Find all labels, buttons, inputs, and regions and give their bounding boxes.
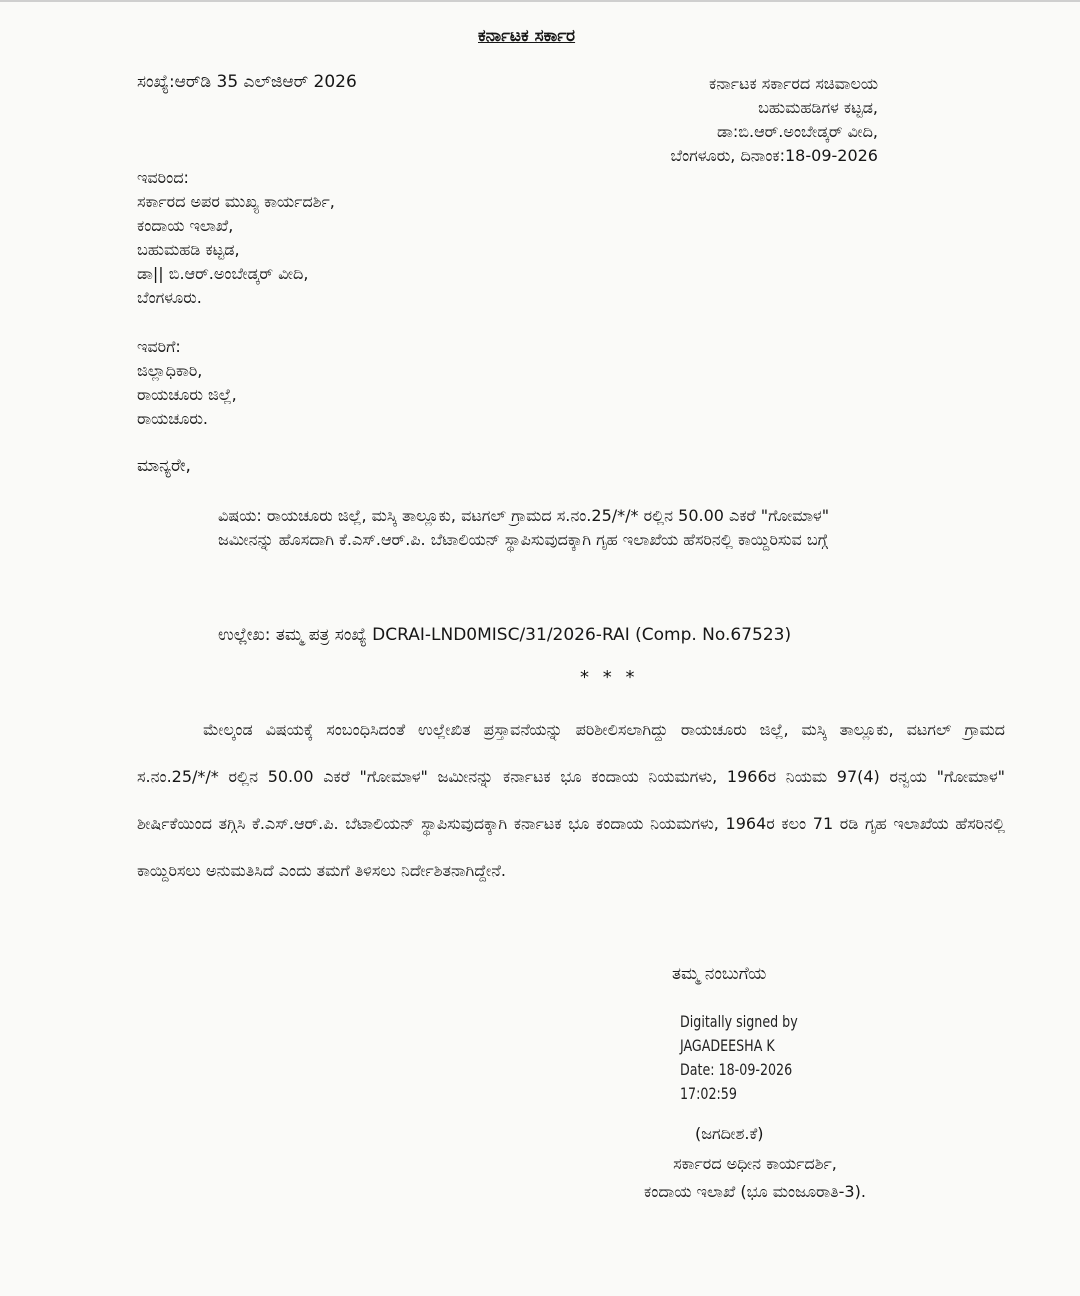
- from-line: ಸರ್ಕಾರದ ಅಪರ ಮುಖ್ಯ ಕಾರ್ಯದರ್ಶಿ,: [137, 192, 335, 211]
- reference-label: ಉಲ್ಲೇಖ:: [218, 625, 271, 645]
- sender-address-line: ಡಾ:ಬಿ.ಆರ್.ಅಂಬೇಡ್ಕರ್ ವೀದಿ,: [717, 122, 878, 141]
- signature-line: 17:02:59: [680, 1084, 737, 1103]
- to-line: ರಾಯಚೂರು.: [137, 409, 209, 428]
- subject-text: ರಾಯಚೂರು ಜಿಲ್ಲೆ, ಮಸ್ಕಿ ತಾಲ್ಲೂಕು, ವಟಗಲ್ ಗ್ರಾಮದ ಸ.ನಂ.25/*/* ರಲ್ಲಿನ 50.00 ಎಕರೆ "ಗೋಮಾಳ" ಜಮೀನನ್ನು ಹೊಸದಾಗಿ ಕೆ.ಎಸ್.ಆರ್.ಪಿ. ಬೆಟಾಲಿಯನ್ ಸ್ಥಾಪಿಸುವುದಕ್ಕಾಗಿ ಗೃಹ ಇಲಾಖೆಯ ಹೆಸರಿನಲ್ಲಿ ಕಾಯ್ದಿರಿಸುವ ಬಗ್ಗೆ: [218, 506, 830, 549]
- from-line: ಬೆಂಗಳೂರು.: [137, 288, 202, 307]
- signature-line: Date: 18-09-2026: [680, 1060, 793, 1079]
- reference-line: [218, 622, 883, 648]
- designation-line: ಕಂದಾಯ ಇಲಾಖೆ (ಭೂ ಮಂಜೂರಾತಿ-3).: [644, 1182, 866, 1201]
- closing-yours: ತಮ್ಮ ನಂಬುಗೆಯ: [672, 964, 767, 984]
- from-line: ಕಂದಾಯ ಇಲಾಖೆ,: [137, 216, 234, 235]
- reference-text: ತಮ್ಮ ಪತ್ರ ಸಂಖ್ಯೆ DCRAI-LND0MISC/31/2026-RAI (Comp. No.67523): [275, 625, 792, 645]
- digital-signature: [680, 1010, 798, 1106]
- government-title: ಕರ್ನಾಟಕ ಸರ್ಕಾರ: [478, 26, 576, 46]
- body-paragraph: ಮೇಲ್ಕಂಡ ವಿಷಯಕ್ಕೆ ಸಂಬಂಧಿಸಿದಂತೆ ಉಲ್ಲೇಖಿತ ಪ್ರಸ್ತಾವನೆಯನ್ನು ಪರಿಶೀಲಿಸಲಾಗಿದ್ದು ರಾಯಚೂರು ಜಿಲ್ಲೆ, ಮಸ್ಕಿ ತಾಲ್ಲೂಕು, ವಟಗಲ್ ಗ್ರಾಮದ ಸ.ನಂ.25/*/* ರಲ್ಲಿನ 50.00 ಎಕರೆ "ಗೋಮಾಳ" ಜಮೀನನ್ನು ಕರ್ನಾಟಕ ಭೂ ಕಂದಾಯ ನಿಯಮಗಳು, 1966ರ ನಿಯಮ 97(4) ರನ್ವಯ "ಗೋಮಾಳ" ಶೀರ್ಷಿಕೆಯಿಂದ ತಗ್ಗಿಸಿ ಕೆ.ಎಸ್.ಆರ್.ಪಿ. ಬೆಟಾಲಿಯನ್ ಸ್ಥಾಪಿಸುವುದಕ್ಕಾಗಿ ಕರ್ನಾಟಕ ಭೂ ಕಂದಾಯ ನಿಯಮಗಳು, 1964ರ ಕಲಂ 71 ರಡಿ ಗೃಹ ಇಲಾಖೆಯ ಹೆಸರಿನಲ್ಲಿ ಕಾಯ್ದಿರಿಸಲು ಅನುಮತಿಸಿದೆ ಎಂದು ತಮಗೆ ತಿಳಿಸಲು ನಿರ್ದೇಶಿತನಾಗಿದ್ದೇನೆ.: [137, 720, 1005, 880]
- to-line: ಜಿಲ್ಲಾಧಿಕಾರಿ,: [137, 361, 203, 380]
- from-label: ಇವರಿಂದ:: [137, 168, 189, 187]
- to-label: ಇವರಿಗೆ:: [137, 337, 181, 356]
- from-block: [137, 166, 335, 310]
- sender-address-line: ಕರ್ನಾಟಕ ಸರ್ಕಾರದ ಸಚಿವಾಲಯ: [709, 74, 878, 93]
- salutation: ಮಾನ್ಯರೇ,: [137, 456, 191, 476]
- sender-address-date: ಬೆಂಗಳೂರು, ದಿನಾಂಕ:18-09-2026: [670, 146, 878, 165]
- to-line: ರಾಯಚೂರು ಜಿಲ್ಲೆ,: [137, 385, 237, 404]
- signatory-name: (ಜಗದೀಶ.ಕೆ): [695, 1124, 764, 1143]
- signature-line: JAGADEESHA K: [680, 1036, 775, 1055]
- from-line: ಬಹುಮಹಡಿ ಕಟ್ಟಡ,: [137, 240, 240, 259]
- sender-address: [671, 72, 878, 168]
- from-line: ಡಾ|| ಬಿ.ಆರ್.ಅಂಬೇಡ್ಕರ್ ವೀದಿ,: [137, 264, 309, 283]
- sender-address-line: ಬಹುಮಹಡಿಗಳ ಕಟ್ಟಡ,: [758, 98, 878, 117]
- to-block: [137, 335, 237, 431]
- signatory-designation: [575, 1150, 935, 1206]
- subject-line: [218, 504, 883, 552]
- separator: * * *: [580, 667, 639, 688]
- reference-number: ಸಂಖ್ಯೆ:ಆರ್‌ಡಿ 35 ಎಲ್‌ಜಿಆರ್ 2026: [137, 72, 357, 92]
- subject-label: ವಿಷಯ:: [218, 506, 262, 525]
- top-border: [0, 0, 1080, 2]
- designation-line: ಸರ್ಕಾರದ ಅಧೀನ ಕಾರ್ಯದರ್ಶಿ,: [673, 1154, 837, 1173]
- signature-line: Digitally signed by: [680, 1012, 798, 1031]
